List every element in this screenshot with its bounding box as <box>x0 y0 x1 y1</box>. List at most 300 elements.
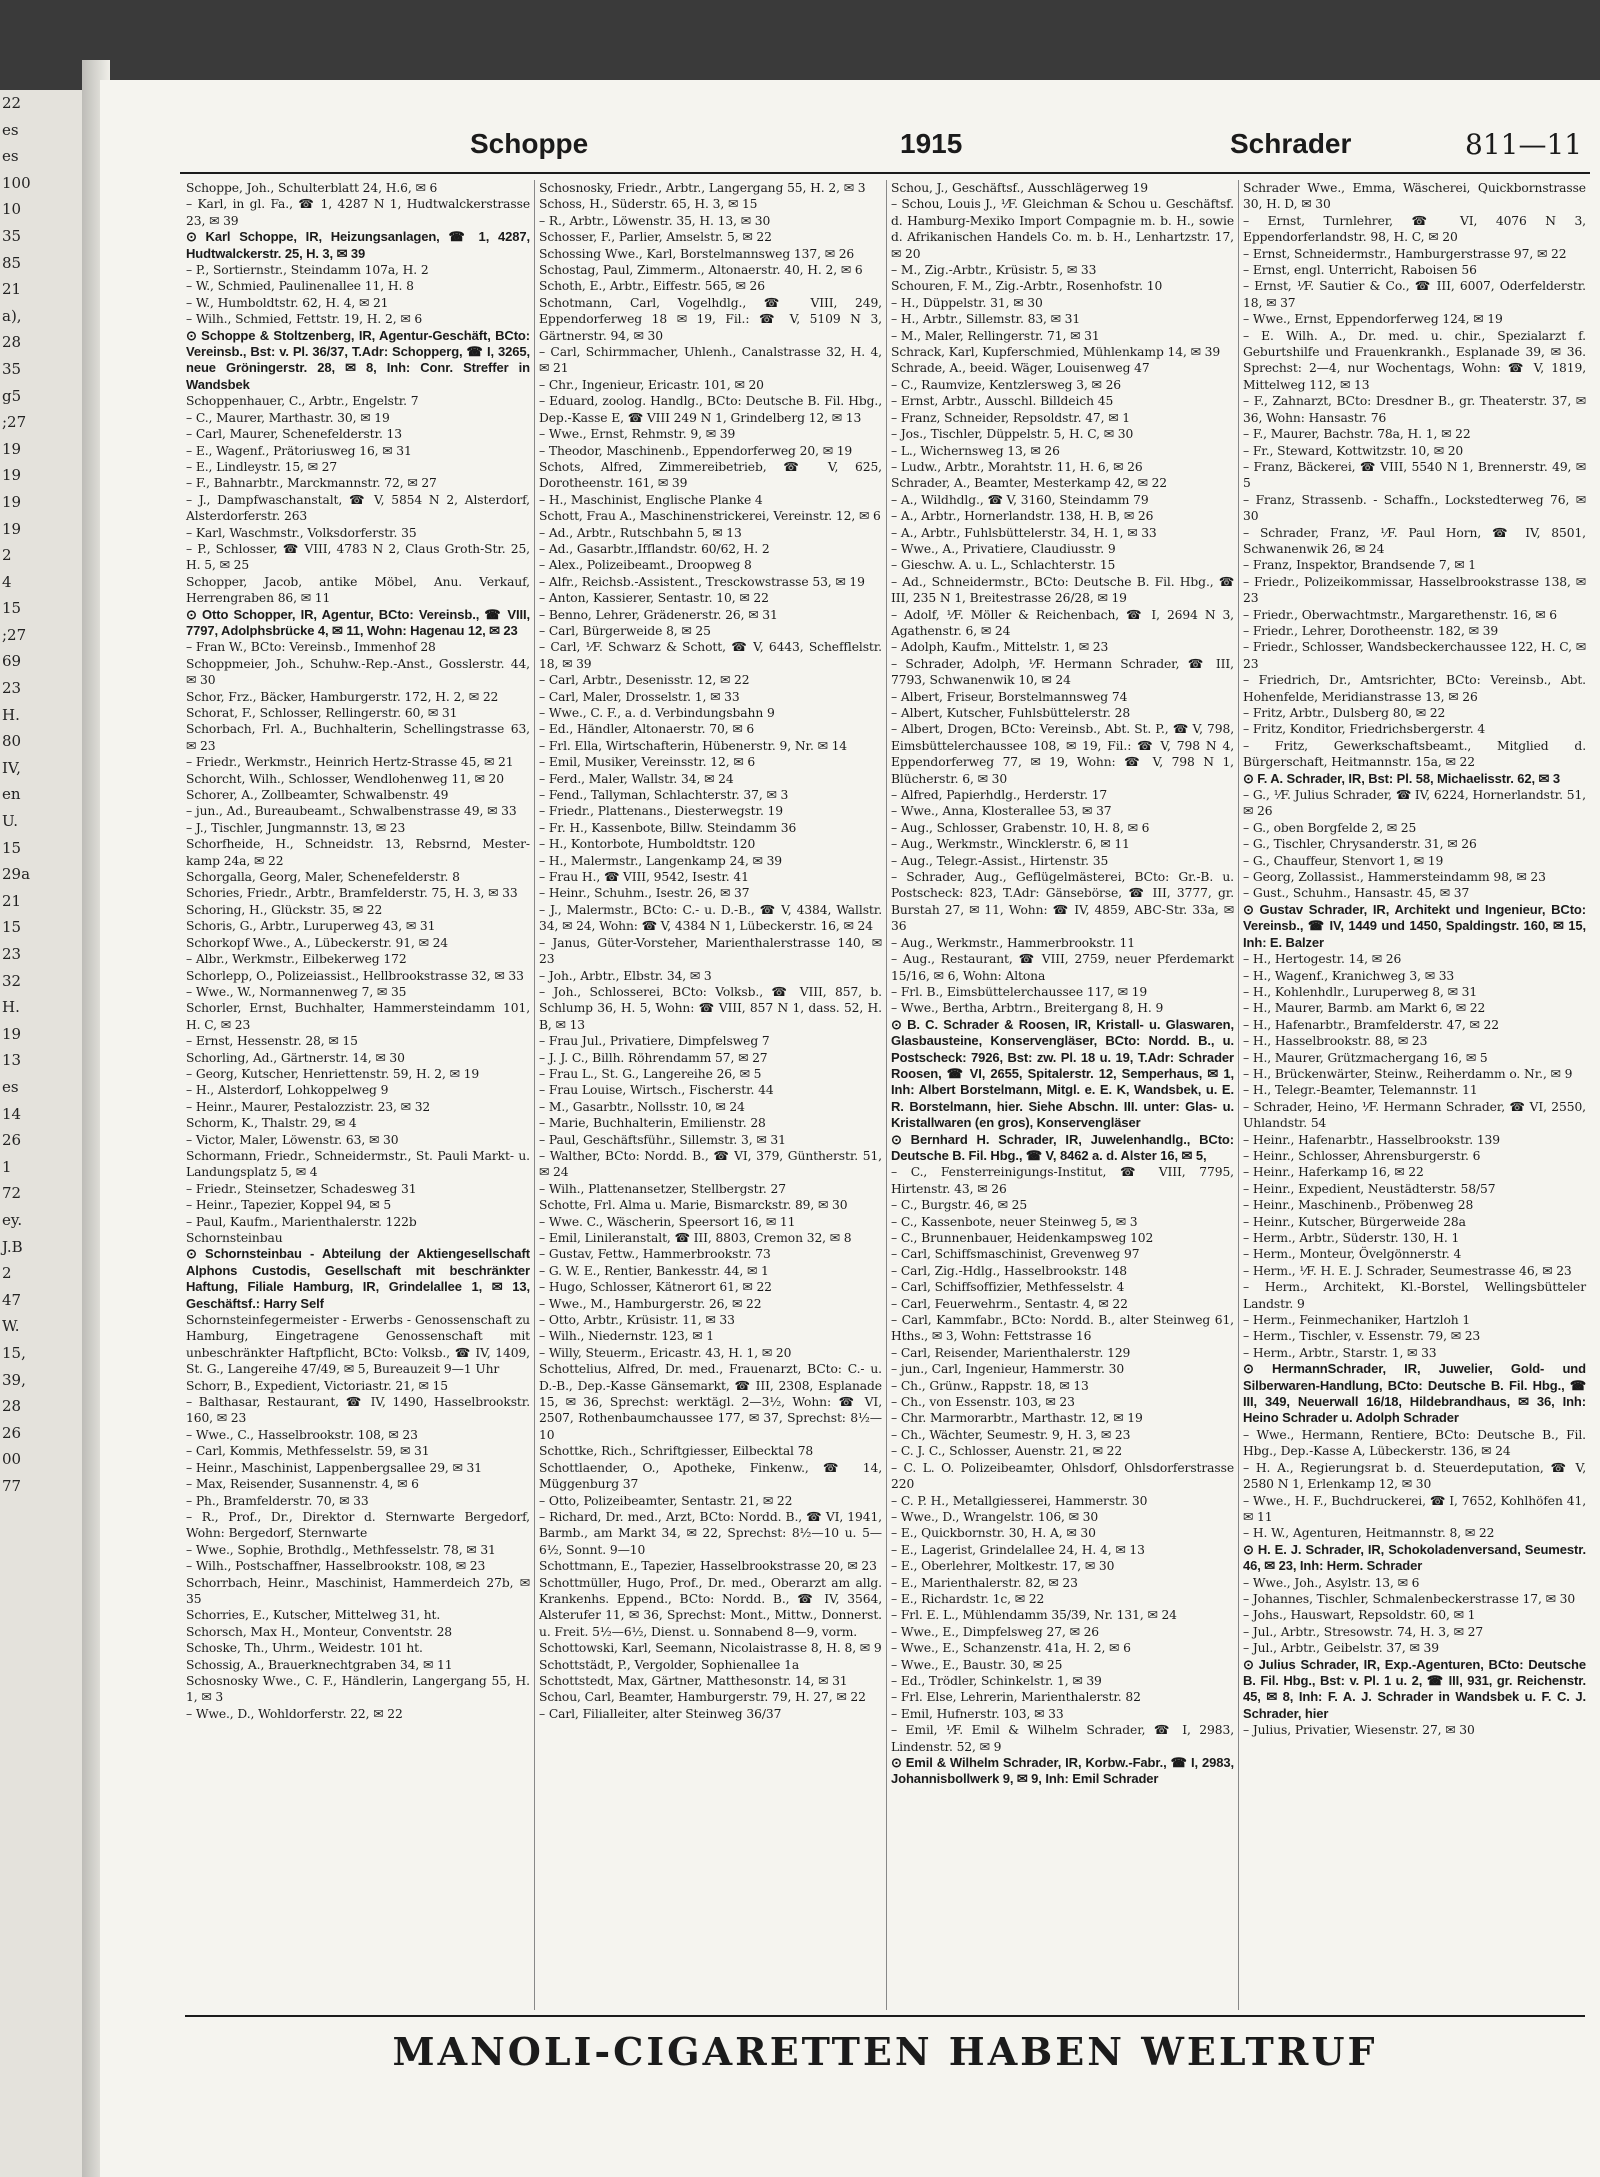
directory-entry: Schossig, A., Brauerknechtgraben 34, ✉ 11 <box>186 1657 453 1672</box>
directory-entry: – Herm., Architekt, Kl.-Borstel, Wellingsbütteler Landstr. 9 <box>1243 1280 1586 1311</box>
directory-entry: – Schrader, Franz, ⅟F. Paul Horn, ☎ IV, 8501, Schwanenwik 26, ✉ 24 <box>1243 525 1586 556</box>
directory-entry: – Richard, Dr. med., Arzt, BCto: Nordd. B., ☎ VI, 1941, Barmb., am Markt 34, ✉ 22, Sprechst: 8½—10 u. 5—6½, Sonnt. 9—10 <box>539 1509 882 1557</box>
left-page-fragment-text: 19 <box>2 492 22 511</box>
directory-entry: ⊙ Karl Schoppe, IR, Heizungsanlagen, ☎ 1, 4287, Hudtwalckerstr. 25, H. 3, ✉ 39 <box>186 229 530 261</box>
directory-entry: – H., Maurer, Grützmachergang 16, ✉ 5 <box>1243 1050 1488 1065</box>
directory-entry: Schoss, H., Süderstr. 65, H. 3, ✉ 15 <box>539 197 758 212</box>
directory-entry: – R., Arbtr., Löwenstr. 35, H. 13, ✉ 30 <box>539 213 771 228</box>
directory-entry: – Wwe., H. F., Buchdruckerei, ☎ I, 7652, Kohlhöfen 41, ✉ 11 <box>1243 1493 1586 1524</box>
directory-entry: Schorfheide, H., Schneidstr. 13, Rebsrnd, Mester- kamp 24a, ✉ 22 <box>186 837 530 868</box>
directory-entry: – Emil, Linileranstalt, ☎ III, 8803, Cremon 32, ✉ 8 <box>539 1231 852 1245</box>
directory-entry: – Albr., Werkmstr., Eilbekerweg 172 <box>186 952 407 967</box>
directory-entry: – Schrader, Heino, ⅟F. Hermann Schrader, ☎ VI, 2550, Uhlandstr. 54 <box>1243 1099 1586 1131</box>
directory-entry: – Carl, Kommis, Methfesselstr. 59, ✉ 31 <box>186 1444 430 1459</box>
directory-entry: Schott, Frau A., Maschinenstrickerei, Vereinstr. 12, ✉ 6 <box>539 509 881 524</box>
left-page-fragment-text: en <box>2 785 21 804</box>
directory-entry: – H., Hasselbrookstr. 88, ✉ 23 <box>1243 1034 1428 1049</box>
left-page-fragment-text: 15 <box>2 838 22 857</box>
directory-entry: – C., Maurer, Marthastr. 30, ✉ 19 <box>186 410 390 425</box>
directory-entry: Schottstedt, Max, Gärtner, Matthesonstr. 14, ✉ 31 <box>539 1673 848 1688</box>
directory-entry: Schoppmeier, Joh., Schuhw.-Rep.-Anst., Gosslerstr. 44, ✉ 30 <box>186 656 530 688</box>
directory-entry: – Ernst, ⅟F. Sautier & Co., ☎ III, 6007, Oderfelderstr. 18, ✉ 37 <box>1243 279 1586 310</box>
directory-entry: – Fritz, Gewerkschaftsbeamt., Mitglied d. Bürgerschaft, Heitmannstr. 15a, ✉ 22 <box>1243 738 1586 770</box>
directory-entry: – Johannes, Tischler, Schmalenbeckerstrasse 17, ✉ 30 <box>1243 1591 1576 1606</box>
directory-entry: Schoring, H., Glückstr. 35, ✉ 22 <box>186 902 383 917</box>
directory-entry: Schoppe, Joh., Schulterblatt 24, H.6, ✉ 6 <box>186 181 438 195</box>
directory-entry: – G., oben Borgfelde 2, ✉ 25 <box>1243 820 1417 835</box>
directory-entry: Schoris, G., Arbtr., Luruperweg 43, ✉ 31 <box>186 919 436 934</box>
directory-entry: – Aug., Telegr.-Assist., Hirtenstr. 35 <box>891 853 1109 868</box>
directory-entry: – Frl. B., Eimsbüttelerchaussee 117, ✉ 19 <box>891 984 1148 999</box>
directory-entry: – Wwe., E., Baustr. 30, ✉ 25 <box>891 1657 1063 1672</box>
left-page-fragment-text: 15 <box>2 918 22 937</box>
left-page-fragment-text: 13 <box>2 1051 22 1070</box>
directory-entry: – jun., Carl, Ingenieur, Hammerstr. 30 <box>891 1362 1125 1377</box>
directory-entry: – jun., Ad., Bureaubeamt., Schwalbenstrasse 49, ✉ 33 <box>186 804 517 819</box>
directory-entry: – Heinr., Tapezier, Koppel 94, ✉ 5 <box>186 1198 392 1213</box>
directory-entry: – Wwe., A., Privatiere, Claudiusstr. 9 <box>891 541 1116 556</box>
directory-entry: – Otto, Polizeibeamter, Sentastr. 21, ✉ 22 <box>539 1493 793 1508</box>
left-page-fragment-text: a), <box>2 306 22 325</box>
directory-entry: – Albert, Drogen, BCto: Vereinsb., Abt. St. P., ☎ V, 798, Eimsbüttelerchaussee 108, ✉ 19, Fil.: ☎ V, 798 N 4, Eppendorferweg 77, ✉ 19, Wohn: ☎ V, 798 N 1, Blücherstr. 6, ✉ 30 <box>891 722 1234 786</box>
directory-entry: – E. Wilh. A., Dr. med. u. chir., Spezialarzt f. Geburtshilfe und Frauenkrankh., Esplanade 39, ✉ 36. Sprechst: 2—4, nur Wochentags, Wohn: ☎ V, 1819, Mittelweg 112, ✉ 13 <box>1243 328 1586 392</box>
directory-entry: – Friedr., Schlosser, Wandsbeckerchaussee 122, H. C, ✉ 23 <box>1243 640 1586 671</box>
directory-entry: – E., Oberlehrer, Moltkestr. 17, ✉ 30 <box>891 1559 1115 1574</box>
directory-entry: – G., Chauffeur, Stenvort 1, ✉ 19 <box>1243 853 1444 868</box>
directory-entry: Schrack, Karl, Kupferschmied, Mühlenkamp 14, ✉ 39 <box>891 345 1221 360</box>
page-header <box>180 120 1590 170</box>
directory-entry: – Emil, ⅟F. Emil & Wilhelm Schrader, ☎ I, 2983, Lindenstr. 52, ✉ 9 <box>891 1723 1234 1754</box>
directory-entry: – F., Zahnarzt, BCto: Dresdner B., gr. Theaterstr. 37, ✉ 36, Wohn: Hansastr. 76 <box>1243 394 1586 425</box>
directory-entry: – Aug., Werkmstr., Hammerbrookstr. 11 <box>891 935 1135 950</box>
directory-entry: – H., Wagenf., Kranichweg 3, ✉ 33 <box>1243 968 1455 983</box>
directory-entry: Schosnosky, Friedr., Arbtr., Langergang 55, H. 2, ✉ 3 <box>539 181 866 195</box>
left-page-fragment-text: 14 <box>2 1104 22 1123</box>
directory-entry: Schor, Frz., Bäcker, Hamburgerstr. 172, H. 2, ✉ 22 <box>186 689 499 704</box>
left-page-fragment-text: 22 <box>2 94 22 112</box>
header-rule <box>180 172 1590 174</box>
directory-entry: – Jos., Tischler, Düppelstr. 5, H. C, ✉ 30 <box>891 427 1134 442</box>
directory-entry: – H., Arbtr., Sillemstr. 83, ✉ 31 <box>891 312 1081 327</box>
directory-entry: Schossing Wwe., Karl, Borstelmannsweg 137, ✉ 26 <box>539 246 855 261</box>
directory-entry: ⊙ Emil & Wilhelm Schrader, IR, Korbw.-Fabr., ☎ I, 2983, Johannisbollwerk 9, ✉ 9, Inh: Emil Schrader <box>891 1755 1234 1787</box>
left-page-fragment-text: g5 <box>2 386 22 405</box>
directory-entry: – H., Maschinist, Englische Planke 4 <box>539 492 763 507</box>
directory-entry: – Aug., Restaurant, ☎ VIII, 2759, neuer Pferdemarkt 15/16, ✉ 6, Wohn: Altona <box>891 952 1234 983</box>
left-page-fragment-text: ;27 <box>2 625 27 644</box>
directory-entry: – Hugo, Schlosser, Kätnerort 61, ✉ 22 <box>539 1280 772 1295</box>
directory-entry: – Emil, Hufnerstr. 103, ✉ 33 <box>891 1706 1064 1721</box>
directory-entry: – Fr. H., Kassenbote, Billw. Steindamm 36 <box>539 820 797 835</box>
directory-entry: – Wwe., Bertha, Arbtrn., Breitergang 8, H. 9 <box>891 1001 1164 1016</box>
directory-entry: – Wilh., Postschaffner, Hasselbrookstr. 108, ✉ 23 <box>186 1559 486 1574</box>
directory-entry: – Fritz, Arbtr., Dulsberg 80, ✉ 22 <box>1243 706 1446 720</box>
directory-entry: ⊙ Otto Schopper, IR, Agentur, BCto: Vereinsb., ☎ VIII, 7797, Adolphsbrücke 4, ✉ 11, Wohn: Hagenau 12, ✉ 23 <box>186 606 530 638</box>
directory-entry: – Karl, Waschmstr., Volksdorferstr. 35 <box>186 525 417 540</box>
directory-entry: – P., Schlosser, ☎ VIII, 4783 N 2, Claus Groth-Str. 25, H. 5, ✉ 25 <box>186 541 530 573</box>
left-page-fragment-text: 23 <box>2 945 22 963</box>
directory-entry: – C. P. H., Metallgiesserei, Hammerstr. 30 <box>891 1493 1148 1508</box>
directory-entry: – Victor, Maler, Löwenstr. 63, ✉ 30 <box>186 1132 399 1147</box>
directory-entry: – A., Arbtr., Hornerlandstr. 138, H. B, ✉ 26 <box>891 509 1154 524</box>
column-3 <box>886 180 1238 2010</box>
directory-entry: – E., Richardstr. 1c, ✉ 22 <box>891 1591 1045 1606</box>
directory-entry: – Alfr., Reichsb.-Assistent., Tresckowstrasse 53, ✉ 19 <box>539 574 865 589</box>
directory-entry: – R., Prof., Dr., Direktor d. Sternwarte Bergedorf, Wohn: Bergedorf, Sternwarte <box>186 1509 530 1541</box>
directory-entry: Schrader Wwe., Emma, Wäscherei, Quickbornstrasse 30, H. D, ✉ 30 <box>1243 181 1586 212</box>
directory-entry: – H., Düppelstr. 31, ✉ 30 <box>891 295 1043 310</box>
left-page-fragment-text: 10 <box>2 200 22 219</box>
directory-entry: Schotte, Frl. Alma u. Marie, Bismarckstr. 89, ✉ 30 <box>539 1198 848 1213</box>
directory-entry: – Wilh., Schmied, Fettstr. 19, H. 2, ✉ 6 <box>186 312 423 327</box>
directory-entry: Schorgalla, Georg, Maler, Schenefelderstr. 8 <box>186 870 460 885</box>
directory-entry: – Wwe., Sophie, Brothdlg., Methfesselstr. 78, ✉ 31 <box>186 1542 496 1557</box>
directory-entry: Schorlepp, O., Polizeiassist., Hellbrookstrasse 32, ✉ 33 <box>186 968 524 983</box>
directory-entry: – Carl, Bürgerweide 8, ✉ 25 <box>539 623 711 638</box>
directory-entry: – Carl, Schiffsoffizier, Methfesselstr. 4 <box>891 1280 1125 1295</box>
directory-entry: – Franz, Strassenb. - Schaffn., Lockstedterweg 76, ✉ 30 <box>1243 492 1586 524</box>
left-page-fragment-text: 23 <box>2 679 22 698</box>
header-year: 1915 <box>900 128 963 159</box>
directory-entry: – Carl, Reisender, Marienthalerstr. 129 <box>891 1345 1131 1360</box>
directory-entry: – Wwe., M., Hamburgerstr. 26, ✉ 22 <box>539 1296 762 1311</box>
left-page-fragment-text: W. <box>2 1317 20 1336</box>
directory-entry: – Ernst, Hessenstr. 28, ✉ 15 <box>186 1034 358 1049</box>
directory-entry: ⊙ Julius Schrader, IR, Exp.-Agenturen, BCto: Deutsche B. Fil. Hbg., Bst: v. Pl. 1 u. 2, ☎ III, 931, gr. Reichenstr. 45, ✉ 8, Inh: F. A. J. Schrader in Wandsbek u. F. C. J. Schrader, hier <box>1243 1656 1586 1721</box>
directory-entry: Schorr, B., Expedient, Victoriastr. 21, ✉ 15 <box>186 1378 448 1393</box>
directory-entry: – Friedr., Plattenans., Diesterwegstr. 19 <box>539 804 784 819</box>
directory-entry: – Ed., Händler, Altonaerstr. 70, ✉ 6 <box>539 722 755 737</box>
directory-entry: – Marie, Buchhalterin, Emilienstr. 28 <box>539 1116 766 1131</box>
directory-entry: – Jul., Arbtr., Stresowstr. 74, H. 3, ✉ 27 <box>1243 1624 1484 1639</box>
directory-entry: – L., Wichernsweg 13, ✉ 26 <box>891 443 1060 458</box>
directory-entry: – H., Telegr.-Beamter, Telemannstr. 11 <box>1243 1083 1478 1098</box>
directory-entry: – Ferd., Maler, Wallstr. 34, ✉ 24 <box>539 771 734 786</box>
directory-entry: – Herm., Arbtr., Süderstr. 130, H. 1 <box>1243 1231 1460 1245</box>
directory-entry: – Fend., Tallyman, Schlachterstr. 37, ✉ 3 <box>539 788 789 803</box>
directory-entry: – J. J. C., Billh. Röhrendamm 57, ✉ 27 <box>539 1050 768 1065</box>
footer-advertisement-text: MANOLI-CIGARETTEN HABEN WELTRUF <box>392 2029 1378 2074</box>
directory-entry: Schrader, A., Beamter, Mesterkamp 42, ✉ 22 <box>891 476 1168 491</box>
left-page-fragment-text: ;27 <box>2 413 27 432</box>
left-page-fragment-text: U. <box>2 812 19 831</box>
directory-entry: Schou, Carl, Beamter, Hamburgerstr. 79, H. 27, ✉ 22 <box>539 1690 866 1705</box>
directory-entry: Schoppenhauer, C., Arbtr., Engelstr. 7 <box>186 394 419 409</box>
directory-entry: – Wwe., E., Schanzenstr. 41a, H. 2, ✉ 6 <box>891 1641 1131 1656</box>
directory-entry: – Heinr., Maschinist, Lappenbergsallee 29, ✉ 31 <box>186 1460 482 1475</box>
directory-entry: ⊙ Bernhard H. Schrader, IR, Juwelenhandlg., BCto: Deutsche B. Fil. Hbg., ☎ V, 8462 a. d. Alster 16, ✉ 5, <box>891 1131 1234 1163</box>
directory-entry: – Friedr., Polizeikommissar, Hasselbrookstrasse 138, ✉ 23 <box>1243 574 1586 606</box>
directory-entry: – Joh., Schlosserei, BCto: Volksb., ☎ VIII, 857, b. Schlump 36, H. 5, Wohn: ☎ VIII, 857 N 1, dass. 52, H. B, ✉ 13 <box>539 984 882 1032</box>
directory-entry: – Willy, Steuerm., Ericastr. 43, H. 1, ✉ 20 <box>539 1345 792 1360</box>
directory-entry: Schornsteinbau <box>186 1231 283 1245</box>
directory-entry: ⊙ Schornsteinbau - Abteilung der Aktiengesellschaft Alphons Custodis, Gesellschaft mit beschränkter Haftung, Filiale Hamburg, IR, Grindelallee 1, ✉ 13, Geschäftsf.: Harry Self <box>186 1246 530 1311</box>
directory-entry: – Eduard, zoolog. Handlg., BCto: Deutsche B. Fil. Hbg., Dep.-Kasse E, ☎ VIII 249 N 1, Grindelberg 12, ✉ 13 <box>539 394 882 425</box>
directory-entry: – M., Maler, Rellingerstr. 71, ✉ 31 <box>891 328 1100 343</box>
directory-entry: – H., Malermstr., Langenkamp 24, ✉ 39 <box>539 853 783 868</box>
directory-entry: – Balthasar, Restaurant, ☎ IV, 1490, Hasselbrookstr. 160, ✉ 23 <box>186 1395 530 1426</box>
column-1 <box>182 180 534 2010</box>
directory-entry: Schottlaender, O., Apotheke, Finkenw., ☎ 14, Müggenburg 37 <box>539 1460 882 1492</box>
directory-entry: Schotmann, Carl, Vogelhdlg., ☎ VIII, 249, Eppendorferweg 18 ✉ 19, Fil.: ☎ V, 5109 N 3, Gärtnerstr. 94, ✉ 30 <box>539 295 882 343</box>
directory-entry: Schorling, Ad., Gärtnerstr. 14, ✉ 30 <box>186 1050 405 1065</box>
directory-entry: – Fran W., BCto: Vereinsb., Immenhof 28 <box>186 640 436 655</box>
directory-entry: – Frau L., St. G., Langereihe 26, ✉ 5 <box>539 1066 762 1081</box>
directory-entry: – Frl. Else, Lehrerin, Marienthalerstr. 82 <box>891 1690 1141 1705</box>
directory-entry: – Ernst, engl. Unterricht, Raboisen 56 <box>1243 263 1477 278</box>
left-page-fragment-text: 00 <box>2 1450 22 1469</box>
left-page-fragment-text: 47 <box>2 1290 22 1309</box>
directory-entry: – C., Burgstr. 46, ✉ 25 <box>891 1198 1028 1213</box>
directory-entry: – Friedr., Steinsetzer, Schadesweg 31 <box>186 1181 417 1196</box>
directory-entry: – Frl. Ella, Wirtschafterin, Hübenerstr. 9, Nr. ✉ 14 <box>539 738 848 753</box>
left-page-fragment-text: ey. <box>2 1210 23 1229</box>
directory-entry: – Joh., Arbtr., Elbstr. 34, ✉ 3 <box>539 968 712 983</box>
directory-entry: Schorcht, Wilh., Schlosser, Wendlohenweg 11, ✉ 20 <box>186 771 504 786</box>
directory-entry: – E., Lagerist, Grindelallee 24, H. 4, ✉ 13 <box>891 1542 1145 1557</box>
directory-entry: – Carl, Feuerwehrm., Sentastr. 4, ✉ 22 <box>891 1296 1128 1311</box>
directory-entry: – P., Sortiernstr., Steindamm 107a, H. 2 <box>186 263 429 278</box>
directory-entry: – H., Hafenarbtr., Bramfelderstr. 47, ✉ 22 <box>1243 1017 1500 1032</box>
directory-entry: – F., Bahnarbtr., Marckmannstr. 72, ✉ 27 <box>186 476 437 491</box>
directory-entry: – Herm., Arbtr., Starstr. 1, ✉ 33 <box>1243 1345 1437 1360</box>
left-page-fragment-text: 29a <box>2 865 31 884</box>
directory-entry: – J., Dampfwaschanstalt, ☎ V, 5854 N 2, Alsterdorf, Alsterdorferstr. 263 <box>186 492 530 524</box>
directory-entry: – H., Maurer, Barmb. am Markt 6, ✉ 22 <box>1243 1001 1486 1016</box>
directory-entry: – E., Wagenf., Prätoriusweg 16, ✉ 31 <box>186 443 412 458</box>
left-page-fragment-text: es <box>2 1077 19 1096</box>
directory-entry: – Wwe., C. F., a. d. Verbindungsbahn 9 <box>539 706 775 720</box>
directory-entry: – Wwe. C., Wäscherin, Speersort 16, ✉ 11 <box>539 1214 796 1229</box>
left-page-fragment-text: 28 <box>2 333 22 352</box>
directory-entry: Schottowski, Karl, Seemann, Nicolaistrasse 8, H. 8, ✉ 9 <box>539 1641 882 1656</box>
directory-entry: – Herm., ⅟F. H. E. J. Schrader, Seumestrasse 46, ✉ 23 <box>1243 1263 1572 1278</box>
directory-entry: – H., Hertogestr. 14, ✉ 26 <box>1243 952 1402 967</box>
directory-entry: – Julius, Privatier, Wiesenstr. 27, ✉ 30 <box>1243 1723 1475 1738</box>
directory-entry: Schorries, E., Kutscher, Mittelweg 31, ht. <box>186 1608 441 1623</box>
directory-entry: – G., ⅟F. Julius Schrader, ☎ IV, 6224, Hornerlandstr. 51, ✉ 26 <box>1243 788 1586 819</box>
directory-entry: – H. W., Agenturen, Heitmannstr. 8, ✉ 22 <box>1243 1526 1495 1541</box>
page-number: 811—11 <box>1465 128 1583 161</box>
directory-entry: – Schou, Louis J., ⅟F. Gleichman & Schou u. Geschäftsf. d. Hamburg-Mexiko Import Compagnie m. b. H., sowie d. Afrikanischen Handels Co. m. b. H., Lenhartzstr. 17, ✉ 20 <box>891 197 1234 261</box>
directory-entry: – Schrader, Adolph, ⅟F. Hermann Schrader, ☎ III, 7793, Schwanenwik 10, ✉ 24 <box>891 656 1234 688</box>
left-page-fragment-text: 32 <box>2 971 22 990</box>
directory-entry: – Ph., Bramfelderstr. 70, ✉ 33 <box>186 1493 369 1508</box>
directory-entry: – Wwe., Joh., Asylstr. 13, ✉ 6 <box>1243 1575 1420 1590</box>
left-page-fragment-text: 1 <box>2 1157 12 1176</box>
directory-entry: – Karl, in gl. Fa., ☎ 1, 4287 N 1, Hudtwalckerstrasse 23, ✉ 39 <box>186 197 530 228</box>
directory-entry: – Ad., Schneidermstr., BCto: Deutsche B. Fil. Hbg., ☎ III, 235 N 1, Breitestrasse 26/28, ✉ 19 <box>891 574 1234 606</box>
directory-entry: Schoske, Th., Uhrm., Weidestr. 101 ht. <box>186 1641 423 1656</box>
directory-columns <box>182 180 1592 2010</box>
directory-entry: – Wilh., Niedernstr. 123, ✉ 1 <box>539 1329 714 1344</box>
directory-entry: – Frl. E. L., Mühlendamm 35/39, Nr. 131, ✉ 24 <box>891 1608 1177 1623</box>
directory-entry: – Wwe., Ernst, Eppendorferweg 124, ✉ 19 <box>1243 312 1503 327</box>
directory-entry: Schoth, E., Arbtr., Eiffestr. 565, ✉ 26 <box>539 279 765 294</box>
left-page-fragment <box>0 90 82 2177</box>
left-page-fragment-text: 80 <box>2 732 22 751</box>
directory-entry: – Herm., Feinmechaniker, Hartzloh 1 <box>1243 1313 1471 1328</box>
directory-entry: – Georg, Zollassist., Hammersteindamm 98, ✉ 23 <box>1243 870 1546 885</box>
directory-entry: – Alfred, Papierhdlg., Herderstr. 17 <box>891 788 1108 803</box>
left-page-fragment-text: 85 <box>2 253 22 272</box>
directory-entry: – C. J. C., Schlosser, Auenstr. 21, ✉ 22 <box>891 1444 1123 1459</box>
directory-entry: – Carl, Schiffsmaschinist, Grevenweg 97 <box>891 1247 1140 1262</box>
directory-entry: Schottelius, Alfred, Dr. med., Frauenarzt, BCto: C.- u. D.-B., Dep.-Kasse Gänsemarkt, ☎ III, 2308, Esplanade 15, ✉ 36, Sprechst: werktägl. 2—3½, Wohn: ☎ VI, 2507, Rothenbaumchaussee 177, ✉ 37, Sprechst: 8½—10 <box>539 1362 882 1442</box>
left-page-fragment-text: 100 <box>2 173 31 192</box>
left-page-fragment-text: es <box>2 147 19 166</box>
left-page-fragment-text: es <box>2 120 19 139</box>
left-page-fragment-text: 35 <box>2 359 22 378</box>
directory-entry: – J., Malermstr., BCto: C.- u. D.-B., ☎ V, 4384, Wallstr. 34, ✉ 24, Wohn: ☎ V, 4384 N 1, Lübeckerstr. 16, ✉ 24 <box>539 902 882 934</box>
directory-entry: – Paul, Kaufm., Marienthalerstr. 122b <box>186 1214 417 1229</box>
directory-entry: – Heinr., Maschinenb., Pröbenweg 28 <box>1243 1198 1474 1213</box>
directory-entry: – W., Schmied, Paulinenallee 11, H. 8 <box>186 279 414 294</box>
directory-entry: Schostag, Paul, Zimmerm., Altonaerstr. 40, H. 2, ✉ 6 <box>539 263 863 278</box>
directory-entry: – Aug., Schlosser, Grabenstr. 10, H. 8, ✉ 6 <box>891 820 1150 835</box>
directory-entry: – Friedr., Lehrer, Dorotheenstr. 182, ✉ 39 <box>1243 623 1499 638</box>
left-page-fragment-text: 19 <box>2 439 22 458</box>
directory-entry: – Frau Louise, Wirtsch., Fischerstr. 44 <box>539 1083 774 1098</box>
directory-entry: – Herm., Monteur, Övelgönnerstr. 4 <box>1243 1247 1462 1262</box>
directory-entry: – Franz, Schneider, Repsoldstr. 47, ✉ 1 <box>891 410 1130 425</box>
directory-entry: Schopper, Jacob, antike Möbel, Anu. Verkauf, Herrengraben 86, ✉ 11 <box>186 574 530 606</box>
left-page-fragment-text: 21 <box>2 280 22 299</box>
directory-entry: Schorbach, Frl. A., Buchhalterin, Schellingstrasse 63, ✉ 23 <box>186 722 530 753</box>
directory-entry: – Wwe., Hermann, Rentiere, BCto: Deutsche B., Fil. Hbg., Dep.-Kasse A, Lübeckerstr. 136, ✉ 24 <box>1243 1427 1586 1459</box>
directory-entry: – F., Maurer, Bachstr. 78a, H. 1, ✉ 22 <box>1243 427 1471 442</box>
directory-entry: – Ad., Gasarbtr.,Ifflandstr. 60/62, H. 2 <box>539 541 770 556</box>
directory-entry: – Carl, Maler, Drosselstr. 1, ✉ 33 <box>539 689 740 704</box>
directory-entry: Schorer, A., Zollbeamter, Schwalbenstr. 49 <box>186 788 449 803</box>
directory-entry: – Otto, Arbtr., Krüsistr. 11, ✉ 33 <box>539 1313 735 1328</box>
directory-entry: – Fr., Steward, Kottwitzstr. 10, ✉ 20 <box>1243 443 1464 458</box>
directory-entry: – C. L. O. Polizeibeamter, Ohlsdorf, Ohlsdorferstrasse 220 <box>891 1460 1234 1492</box>
directory-entry: – Carl, Arbtr., Desenisstr. 12, ✉ 22 <box>539 673 750 688</box>
directory-entry: – Aug., Werkmstr., Wincklerstr. 6, ✉ 11 <box>891 837 1130 852</box>
header-right-keyword: Schrader <box>1230 128 1352 159</box>
directory-entry: Schottmann, E., Tapezier, Hasselbrookstrasse 20, ✉ 23 <box>539 1559 877 1574</box>
directory-entry: – Ernst, Schneidermstr., Hamburgerstrasse 97, ✉ 22 <box>1243 246 1567 261</box>
directory-entry: ⊙ Schoppe & Stoltzenberg, IR, Agentur-Geschäft, BCto: Vereinsb., Bst: v. Pl. 36/37, T.Adr: Schopperg, ☎ I, 3265, neue Gröningerstr. 28, ✉ 8, Inh: Conr. Streffer in Wandsbek <box>186 327 530 392</box>
directory-entry: – Albert, Kutscher, Fuhlsbüttelerstr. 28 <box>891 706 1131 720</box>
directory-entry: – Carl, Zig.-Hdlg., Hasselbrookstr. 148 <box>891 1263 1128 1278</box>
directory-entry: – Theodor, Maschinenb., Eppendorferweg 20, ✉ 19 <box>539 443 853 458</box>
directory-entry: ⊙ H. E. J. Schrader, IR, Schokoladenversand, Seumestr. 46, ✉ 23, Inh: Herm. Schrader <box>1243 1541 1586 1574</box>
directory-entry: – Paul, Geschäftsführ., Sillemstr. 3, ✉ 31 <box>539 1132 786 1147</box>
directory-entry: Schorrbach, Heinr., Maschinist, Hammerdeich 27b, ✉ 35 <box>186 1575 530 1606</box>
directory-entry: – H., Brückenwärter, Steinw., Reiherdamm o. Nr., ✉ 9 <box>1243 1066 1573 1081</box>
directory-entry: – Adolph, Kaufm., Mittelstr. 1, ✉ 23 <box>891 640 1109 655</box>
directory-entry: – Alex., Polizeibeamt., Droopweg 8 <box>539 558 752 573</box>
directory-entry: – Frau Jul., Privatiere, Dimpfelsweg 7 <box>539 1034 770 1049</box>
directory-entry: – Wwe., E., Dimpfelsweg 27, ✉ 26 <box>891 1624 1100 1639</box>
directory-entry: Schou, J., Geschäftsf., Ausschlägerweg 19 <box>891 181 1148 195</box>
column-4 <box>1238 180 1590 2010</box>
left-page-fragment-text: 2 <box>2 1264 12 1283</box>
directory-entry: – J., Tischler, Jungmannstr. 13, ✉ 23 <box>186 820 406 835</box>
directory-entry: ⊙ Gustav Schrader, IR, Architekt und Ingenieur, BCto: Vereinsb., ☎ IV, 1449 und 1450, Spaldingstr. 160, ✉ 15, Inh: E. Balzer <box>1243 901 1586 950</box>
directory-entry: – Gieschw. A. u. L., Schlachterstr. 15 <box>891 558 1116 573</box>
directory-entry: – Wwe., Ernst, Rehmstr. 9, ✉ 39 <box>539 427 736 442</box>
directory-entry: – G. W. E., Rentier, Bankesstr. 44, ✉ 1 <box>539 1263 769 1278</box>
directory-entry: – Heinr., Maurer, Pestalozzistr. 23, ✉ 32 <box>186 1099 431 1114</box>
directory-entry: – Franz, Inspektor, Brandsende 7, ✉ 1 <box>1243 558 1476 573</box>
directory-entry: – Georg, Kutscher, Henriettenstr. 59, H. 2, ✉ 19 <box>186 1066 480 1081</box>
directory-entry: Schosser, F., Parlier, Amselstr. 5, ✉ 22 <box>539 230 772 245</box>
left-page-fragment-text: H. <box>2 998 20 1017</box>
left-page-fragment-text: 15 <box>2 599 22 618</box>
directory-entry: Schouren, F. M., Zig.-Arbtr., Rosenhofstr. 10 <box>891 279 1163 294</box>
directory-entry: – M., Gasarbtr., Nollsstr. 10, ✉ 24 <box>539 1099 745 1114</box>
directory-entry: – Albert, Friseur, Borstelmannsweg 74 <box>891 689 1128 704</box>
directory-entry: – Fritz, Konditor, Friedrichsbergerstr. 4 <box>1243 722 1486 737</box>
left-page-fragment-text: 26 <box>2 1131 22 1150</box>
directory-entry: – Jul., Arbtr., Geibelstr. 37, ✉ 39 <box>1243 1641 1439 1656</box>
directory-entry: Schorm, K., Thalstr. 29, ✉ 4 <box>186 1116 357 1131</box>
directory-entry: Schorkopf Wwe., A., Lübeckerstr. 91, ✉ 24 <box>186 935 449 950</box>
directory-entry: – H., Kontorbote, Humboldtstr. 120 <box>539 837 756 852</box>
left-page-fragment-text: 35 <box>2 226 22 245</box>
directory-entry: – Frau H., ☎ VIII, 9542, Isestr. 41 <box>539 870 749 885</box>
directory-entry: – E., Quickbornstr. 30, H. A, ✉ 30 <box>891 1526 1096 1541</box>
directory-entry: – Friedrich, Dr., Amtsrichter, BCto: Vereinsb., Abt. Hohenfelde, Meridianstrasse 13, ✉ 26 <box>1243 673 1586 704</box>
left-page-fragment-text: 19 <box>2 1024 22 1043</box>
directory-entry: – Ch., Wächter, Seumestr. 9, H. 3, ✉ 23 <box>891 1427 1131 1442</box>
left-page-fragment-text: 21 <box>2 891 22 910</box>
directory-entry: – W., Humboldtstr. 62, H. 4, ✉ 21 <box>186 295 389 310</box>
directory-entry: – Wwe., W., Normannenweg 7, ✉ 35 <box>186 984 407 999</box>
directory-entry: – Carl, Kammfabr., BCto: Nordd. B., alter Steinweg 61, Hths., ✉ 3, Wohn: Fettstrasse 16 <box>891 1313 1234 1344</box>
directory-entry: – Janus, Güter-Vorsteher, Marienthalerstrasse 140, ✉ 23 <box>539 935 882 967</box>
directory-entry: – E., Lindleystr. 15, ✉ 27 <box>186 459 338 474</box>
directory-entry: – Ch., von Essenstr. 103, ✉ 23 <box>891 1395 1075 1410</box>
directory-entry: – Adolf, ⅟F. Möller & Reichenbach, ☎ I, 2694 N 3, Agathenstr. 6, ✉ 24 <box>891 607 1234 638</box>
directory-entry: – C., Brunnenbauer, Heidenkampsweg 102 <box>891 1231 1154 1245</box>
directory-entry: Schornsteinfegermeister - Erwerbs - Genossenschaft zu Hamburg, Eingetragene Genossenschaft mit unbeschränkter Haftpflicht, BCto: Volksb., ☎ IV, 1409, St. G., Langereihe 47/49, ✉ 5, Bureauzeit 9—1 Uhr <box>186 1313 530 1377</box>
left-page-fragment-text: 2 <box>2 546 12 565</box>
left-page-fragment-text: 28 <box>2 1397 22 1416</box>
directory-entry: – Ernst, Arbtr., Ausschl. Billdeich 45 <box>891 394 1114 409</box>
left-page-fragment-text: 69 <box>2 652 22 671</box>
directory-entry: ⊙ F. A. Schrader, IR, Bst: Pl. 58, Michaelisstr. 62, ✉ 3 <box>1243 770 1560 786</box>
directory-entry: Schormann, Friedr., Schneidermstr., St. Pauli Markt- u. Landungsplatz 5, ✉ 4 <box>186 1148 530 1180</box>
directory-entry: ⊙ HermannSchrader, IR, Juwelier, Gold- und Silberwaren-Handlung, BCto: Deutsche B. Fil. Hbg., ☎ III, 349, Neuerwall 16/18, Hildebrandhaus, ✉ 36, Inh: Heino Schrader u. Adolph Schrader <box>1243 1361 1586 1426</box>
column-2 <box>534 180 886 2010</box>
directory-entry: Schosnosky Wwe., C. F., Händlerin, Langergang 55, H. 1, ✉ 3 <box>186 1673 530 1705</box>
directory-entry: – Ch., Grünw., Rappstr. 18, ✉ 13 <box>891 1378 1089 1393</box>
directory-entry: Schottke, Rich., Schriftgiesser, Eilbecktal 78 <box>539 1444 814 1459</box>
directory-entry: – Ed., Trödler, Schinkelstr. 1, ✉ 39 <box>891 1673 1102 1688</box>
directory-entry: – C., Kassenbote, neuer Steinweg 5, ✉ 3 <box>891 1214 1138 1229</box>
left-page-fragment-text: 72 <box>2 1184 22 1203</box>
directory-entry: – Ludw., Arbtr., Morahtstr. 11, H. 6, ✉ 26 <box>891 459 1143 474</box>
directory-entry: – E., Marienthalerstr. 82, ✉ 23 <box>891 1575 1078 1590</box>
directory-entry: ⊙ B. C. Schrader & Roosen, IR, Kristall- u. Glaswaren, Glasbausteine, Konservengläser, BCto: Nordd. B., u. Postscheck: 7926, Bst: zw. Pl. 18 u. 19, T.Adr: Schrader Roosen, ☎ VI, 2655, Spitalerstr. 12, Semperhaus, ✉ 1, Inh: Albert Borstelmann, Mitgl. e. E. K, Wandsbek, u. E. R. Borstelmann, hier. Siehe Abschn. III. unter: Glas- u. Kristallwaren (en gros), Konservengläser <box>891 1016 1234 1131</box>
directory-entry: – Gust., Schuhm., Hansastr. 45, ✉ 37 <box>1243 886 1470 901</box>
directory-entry: – Friedr., Oberwachtmstr., Margarethenstr. 16, ✉ 6 <box>1243 607 1557 622</box>
directory-entry: – Heinr., Kutscher, Bürgerweide 28a <box>1243 1214 1466 1229</box>
directory-entry: Schottmüller, Hugo, Prof., Dr. med., Oberarzt am allg. Krankenhs. Eppend., BCto: Nordd. B., ☎ IV, 3564, Alsterufer 11, ✉ 36, Sprechst: Mont., Mittw., Donnerst. u. Freit. 5½—6½, Dienst. u. Sonnabend 8—9, vorm. <box>539 1575 882 1639</box>
directory-entry: – Heinr., Expedient, Neustädterstr. 58/57 <box>1243 1181 1496 1196</box>
left-page-fragment-text: 19 <box>2 519 22 538</box>
directory-entry: – A., Wildhdlg., ☎ V, 3160, Steindamm 79 <box>891 492 1149 507</box>
directory-entry: – Chr., Ingenieur, Ericastr. 101, ✉ 20 <box>539 377 764 392</box>
directory-entry: – H. A., Regierungsrat b. d. Steuerdeputation, ☎ V, 2580 N 1, Erlenkamp 12, ✉ 30 <box>1243 1460 1586 1492</box>
left-page-fragment-text: IV, <box>2 758 21 777</box>
directory-entry: – Benno, Lehrer, Grädenerstr. 26, ✉ 31 <box>539 607 778 622</box>
directory-entry: – Herm., Tischler, v. Essenstr. 79, ✉ 23 <box>1243 1329 1481 1344</box>
